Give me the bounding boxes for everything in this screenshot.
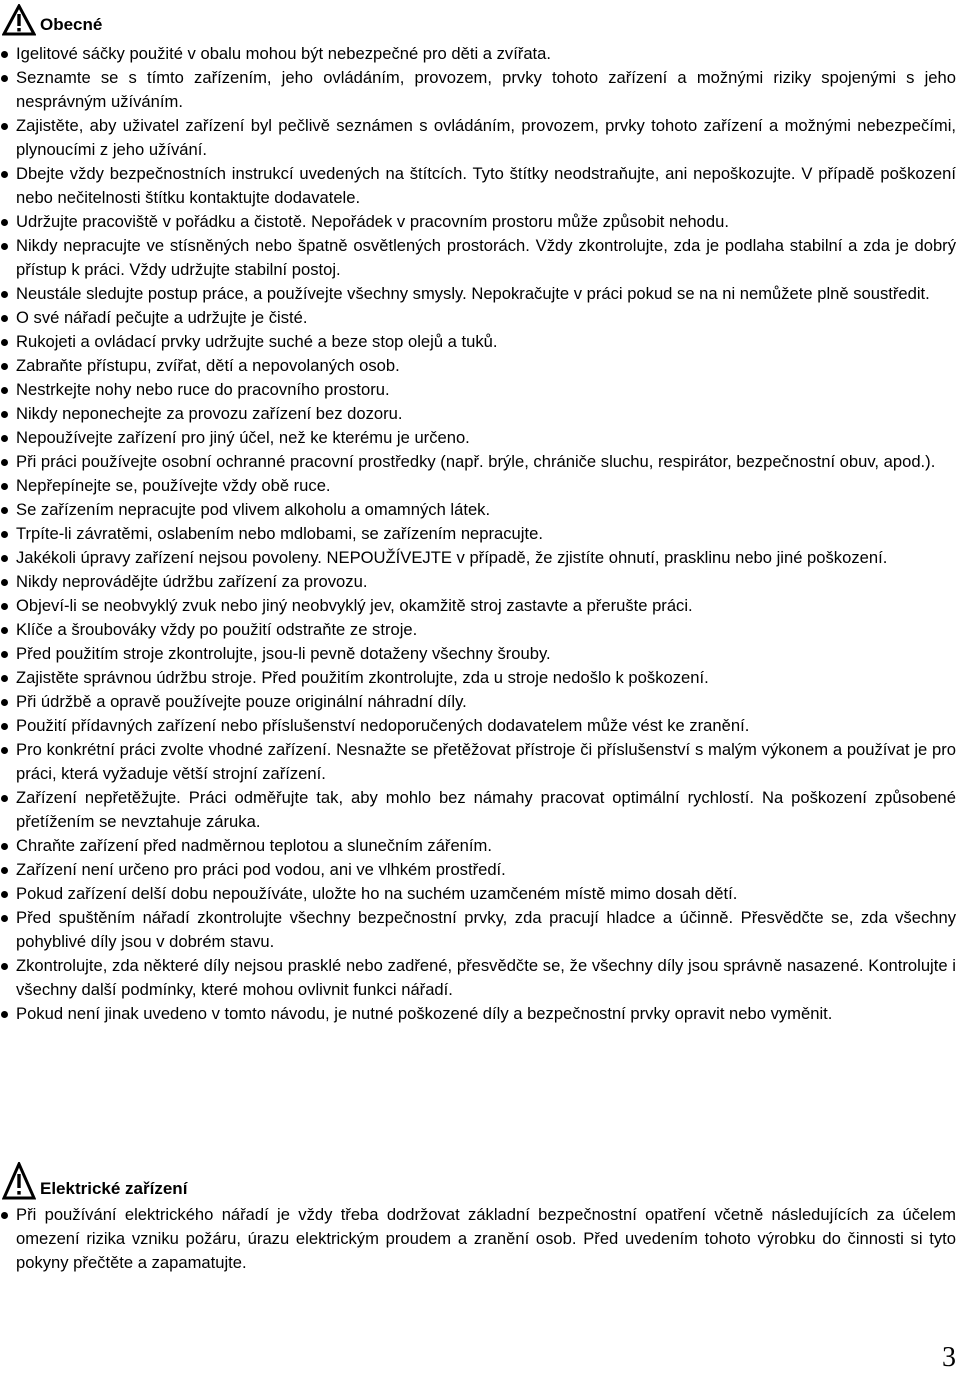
bullet-icon: [1, 459, 8, 466]
section-header-electrical: [2, 1162, 187, 1200]
list-item: [0, 378, 956, 402]
bullet-icon: [1, 891, 8, 898]
list-item-text: Zajistěte správnou údržbu stroje. Před použitím zkontrolujte, zda u stroje nedošlo k poškození.: [16, 668, 709, 687]
warning-triangle-icon: [2, 1162, 36, 1200]
list-item: [0, 906, 956, 954]
electrical-safety-list: [0, 1203, 956, 1275]
bullet-icon: [1, 291, 8, 298]
list-item-text: Při údržbě a opravě používejte pouze originální náhradní díly.: [16, 692, 467, 711]
bullet-icon: [1, 75, 8, 82]
list-item-text: Se zařízením nepracujte pod vlivem alkoholu a omamných látek.: [16, 500, 491, 519]
bullet-icon: [1, 435, 8, 442]
list-item: [0, 306, 956, 330]
section-header-general: [2, 4, 102, 36]
bullet-icon: [1, 483, 8, 490]
list-item: [0, 450, 956, 474]
bullet-icon: [1, 243, 8, 250]
list-item-text: Před použitím stroje zkontrolujte, jsou-li pevně dotaženy všechny šrouby.: [16, 644, 551, 663]
list-item: [0, 618, 956, 642]
bullet-icon: [1, 675, 8, 682]
bullet-icon: [1, 843, 8, 850]
list-item: [0, 282, 956, 306]
bullet-icon: [1, 219, 8, 226]
list-item-text: Zařízení není určeno pro práci pod vodou, ani ve vlhkém prostředí.: [16, 860, 506, 879]
list-item: [0, 354, 956, 378]
list-item: [0, 1203, 956, 1275]
bullet-icon: [1, 123, 8, 130]
list-item: [0, 162, 956, 210]
general-safety-list: [0, 42, 956, 1026]
list-item-text: Nepřepínejte se, používejte vždy obě ruce.: [16, 476, 331, 495]
list-item-text: Pro konkrétní práci zvolte vhodné zařízení. Nesnažte se přetěžovat přístroje či příslušenství s malým výkonem a používat je pro práci, která vyžaduje větší strojní zařízení.: [16, 740, 956, 783]
list-item-text: Nepoužívejte zařízení pro jiný účel, než ke kterému je určeno.: [16, 428, 470, 447]
bullet-icon: [1, 699, 8, 706]
list-item: [0, 834, 956, 858]
list-item: [0, 210, 956, 234]
list-item: [0, 594, 956, 618]
list-item: [0, 114, 956, 162]
list-item: [0, 858, 956, 882]
bullet-icon: [1, 867, 8, 874]
bullet-icon: [1, 315, 8, 322]
list-item: [0, 882, 956, 906]
bullet-icon: [1, 747, 8, 754]
bullet-icon: [1, 339, 8, 346]
list-item-text: Pokud není jinak uvedeno v tomto návodu, je nutné poškozené díly a bezpečnostní prvky opravit nebo vyměnit.: [16, 1004, 833, 1023]
list-item-text: Udržujte pracoviště v pořádku a čistotě. Nepořádek v pracovním prostoru může způsobit nehodu.: [16, 212, 729, 231]
list-item: [0, 786, 956, 834]
list-item: [0, 522, 956, 546]
list-item: [0, 690, 956, 714]
warning-triangle-icon: [2, 4, 36, 36]
list-item-text: Nikdy neprovádějte údržbu zařízení za provozu.: [16, 572, 368, 591]
list-item-text: Chraňte zařízení před nadměrnou teplotou a slunečním zářením.: [16, 836, 492, 855]
list-item-text: Před spuštěním nářadí zkontrolujte všechny bezpečnostní prvky, zda pracují hladce a účinně. Přesvědčte se, zda všechny pohyblivé díly jsou v dobrém stavu.: [16, 908, 956, 951]
bullet-icon: [1, 531, 8, 538]
bullet-icon: [1, 363, 8, 370]
bullet-icon: [1, 915, 8, 922]
list-item-text: Igelitové sáčky použité v obalu mohou být nebezpečné pro děti a zvířata.: [16, 44, 552, 63]
list-item: [0, 426, 956, 450]
bullet-icon: [1, 963, 8, 970]
list-item-text: Trpíte-li závratěmi, oslabením nebo mdlobami, se zařízením nepracujte.: [16, 524, 543, 543]
list-item: [0, 42, 956, 66]
list-item-text: Rukojeti a ovládací prvky udržujte suché a beze stop olejů a tuků.: [16, 332, 498, 351]
list-item-text: Nikdy nepracujte ve stísněných nebo špatně osvětlených prostorách. Vždy zkontrolujte, zda je podlaha stabilní a zda je dobrý přístup k práci. Vždy udržujte stabilní postoj.: [16, 236, 956, 279]
bullet-icon: [1, 1212, 8, 1219]
list-item-text: Objeví-li se neobvyklý zvuk nebo jiný neobvyklý jev, okamžitě stroj zastavte a přerušte práci.: [16, 596, 693, 615]
bullet-icon: [1, 795, 8, 802]
section-title: Obecné: [40, 15, 103, 34]
list-item-text: Použití přídavných zařízení nebo příslušenství nedoporučených dodavatelem může vést ke zranění.: [16, 716, 750, 735]
bullet-icon: [1, 51, 8, 58]
list-item-text: Zkontrolujte, zda některé díly nejsou prasklé nebo zadřené, přesvědčte se, že všechny díly jsou správně nasazené. Kontrolujte i všechny další podmínky, které mohou ovlivnit funkci nářadí.: [16, 956, 956, 999]
list-item-text: Při používání elektrického nářadí je vždy třeba dodržovat základní bezpečnostní opatření včetně následujících za účelem omezení rizika vzniku požáru, úrazu elektrickým proudem a zranění osob. Před uvedením tohoto výrobku do činnosti si tyto pokyny přečtěte a zapamatujte.: [16, 1205, 956, 1272]
list-item-text: Klíče a šroubováky vždy po použití odstraňte ze stroje.: [16, 620, 418, 639]
section-title: Elektrické zařízení: [40, 1179, 188, 1198]
list-item: [0, 666, 956, 690]
bullet-icon: [1, 579, 8, 586]
list-item-text: Nikdy neponechejte za provozu zařízení bez dozoru.: [16, 404, 403, 423]
list-item-text: Seznamte se s tímto zařízením, jeho ovládáním, provozem, prvky tohoto zařízení a možnými riziky spojenými s jeho nesprávným užíváním.: [16, 68, 956, 111]
list-item-text: Jakékoli úpravy zařízení nejsou povoleny. NEPOUŽÍVEJTE v případě, že zjistíte ohnutí, prasklinu nebo jiné poškození.: [16, 548, 888, 567]
list-item: [0, 642, 956, 666]
list-item-text: Při práci používejte osobní ochranné pracovní prostředky (např. brýle, chrániče sluchu, respirátor, bezpečnostní obuv, apod.).: [16, 452, 936, 471]
list-item: [0, 738, 956, 786]
list-item: [0, 474, 956, 498]
bullet-icon: [1, 627, 8, 634]
list-item: [0, 330, 956, 354]
list-item: [0, 954, 956, 1002]
list-item: [0, 714, 956, 738]
bullet-icon: [1, 723, 8, 730]
list-item-text: Zajistěte, aby uživatel zařízení byl pečlivě seznámen s ovládáním, provozem, prvky tohoto zařízení a možnými nebezpečími, plynoucími z jeho užívání.: [16, 116, 956, 159]
list-item: [0, 1002, 956, 1026]
page-number: 3: [942, 1342, 956, 1373]
list-item: [0, 498, 956, 522]
list-item: [0, 234, 956, 282]
bullet-icon: [1, 1011, 8, 1018]
bullet-icon: [1, 171, 8, 178]
list-item-text: Pokud zařízení delší dobu nepoužíváte, uložte ho na suchém uzamčeném místě mimo dosah dětí.: [16, 884, 738, 903]
list-item: [0, 546, 956, 570]
bullet-icon: [1, 603, 8, 610]
list-item-text: Zařízení nepřetěžujte. Práci odměřujte tak, aby mohlo bez námahy pracovat optimální rychlostí. Na poškození způsobené přetížením se nevztahuje záruka.: [16, 788, 956, 831]
list-item-text: Neustále sledujte postup práce, a používejte všechny smysly. Nepokračujte v práci pokud se na ni nemůžete plně soustředit.: [16, 284, 930, 303]
bullet-icon: [1, 387, 8, 394]
bullet-icon: [1, 411, 8, 418]
bullet-icon: [1, 555, 8, 562]
bullet-icon: [1, 651, 8, 658]
list-item: [0, 570, 956, 594]
bullet-icon: [1, 507, 8, 514]
list-item-text: Dbejte vždy bezpečnostních instrukcí uvedených na štítcích. Tyto štítky neodstraňujte, ani nepoškozujte. V případě poškození nebo nečitelnosti štítku kontaktujte dodavatele.: [16, 164, 956, 207]
list-item: [0, 66, 956, 114]
list-item-text: Zabraňte přístupu, zvířat, dětí a nepovolaných osob.: [16, 356, 400, 375]
list-item-text: O své nářadí pečujte a udržujte je čisté.: [16, 308, 308, 327]
list-item-text: Nestrkejte nohy nebo ruce do pracovního prostoru.: [16, 380, 390, 399]
list-item: [0, 402, 956, 426]
